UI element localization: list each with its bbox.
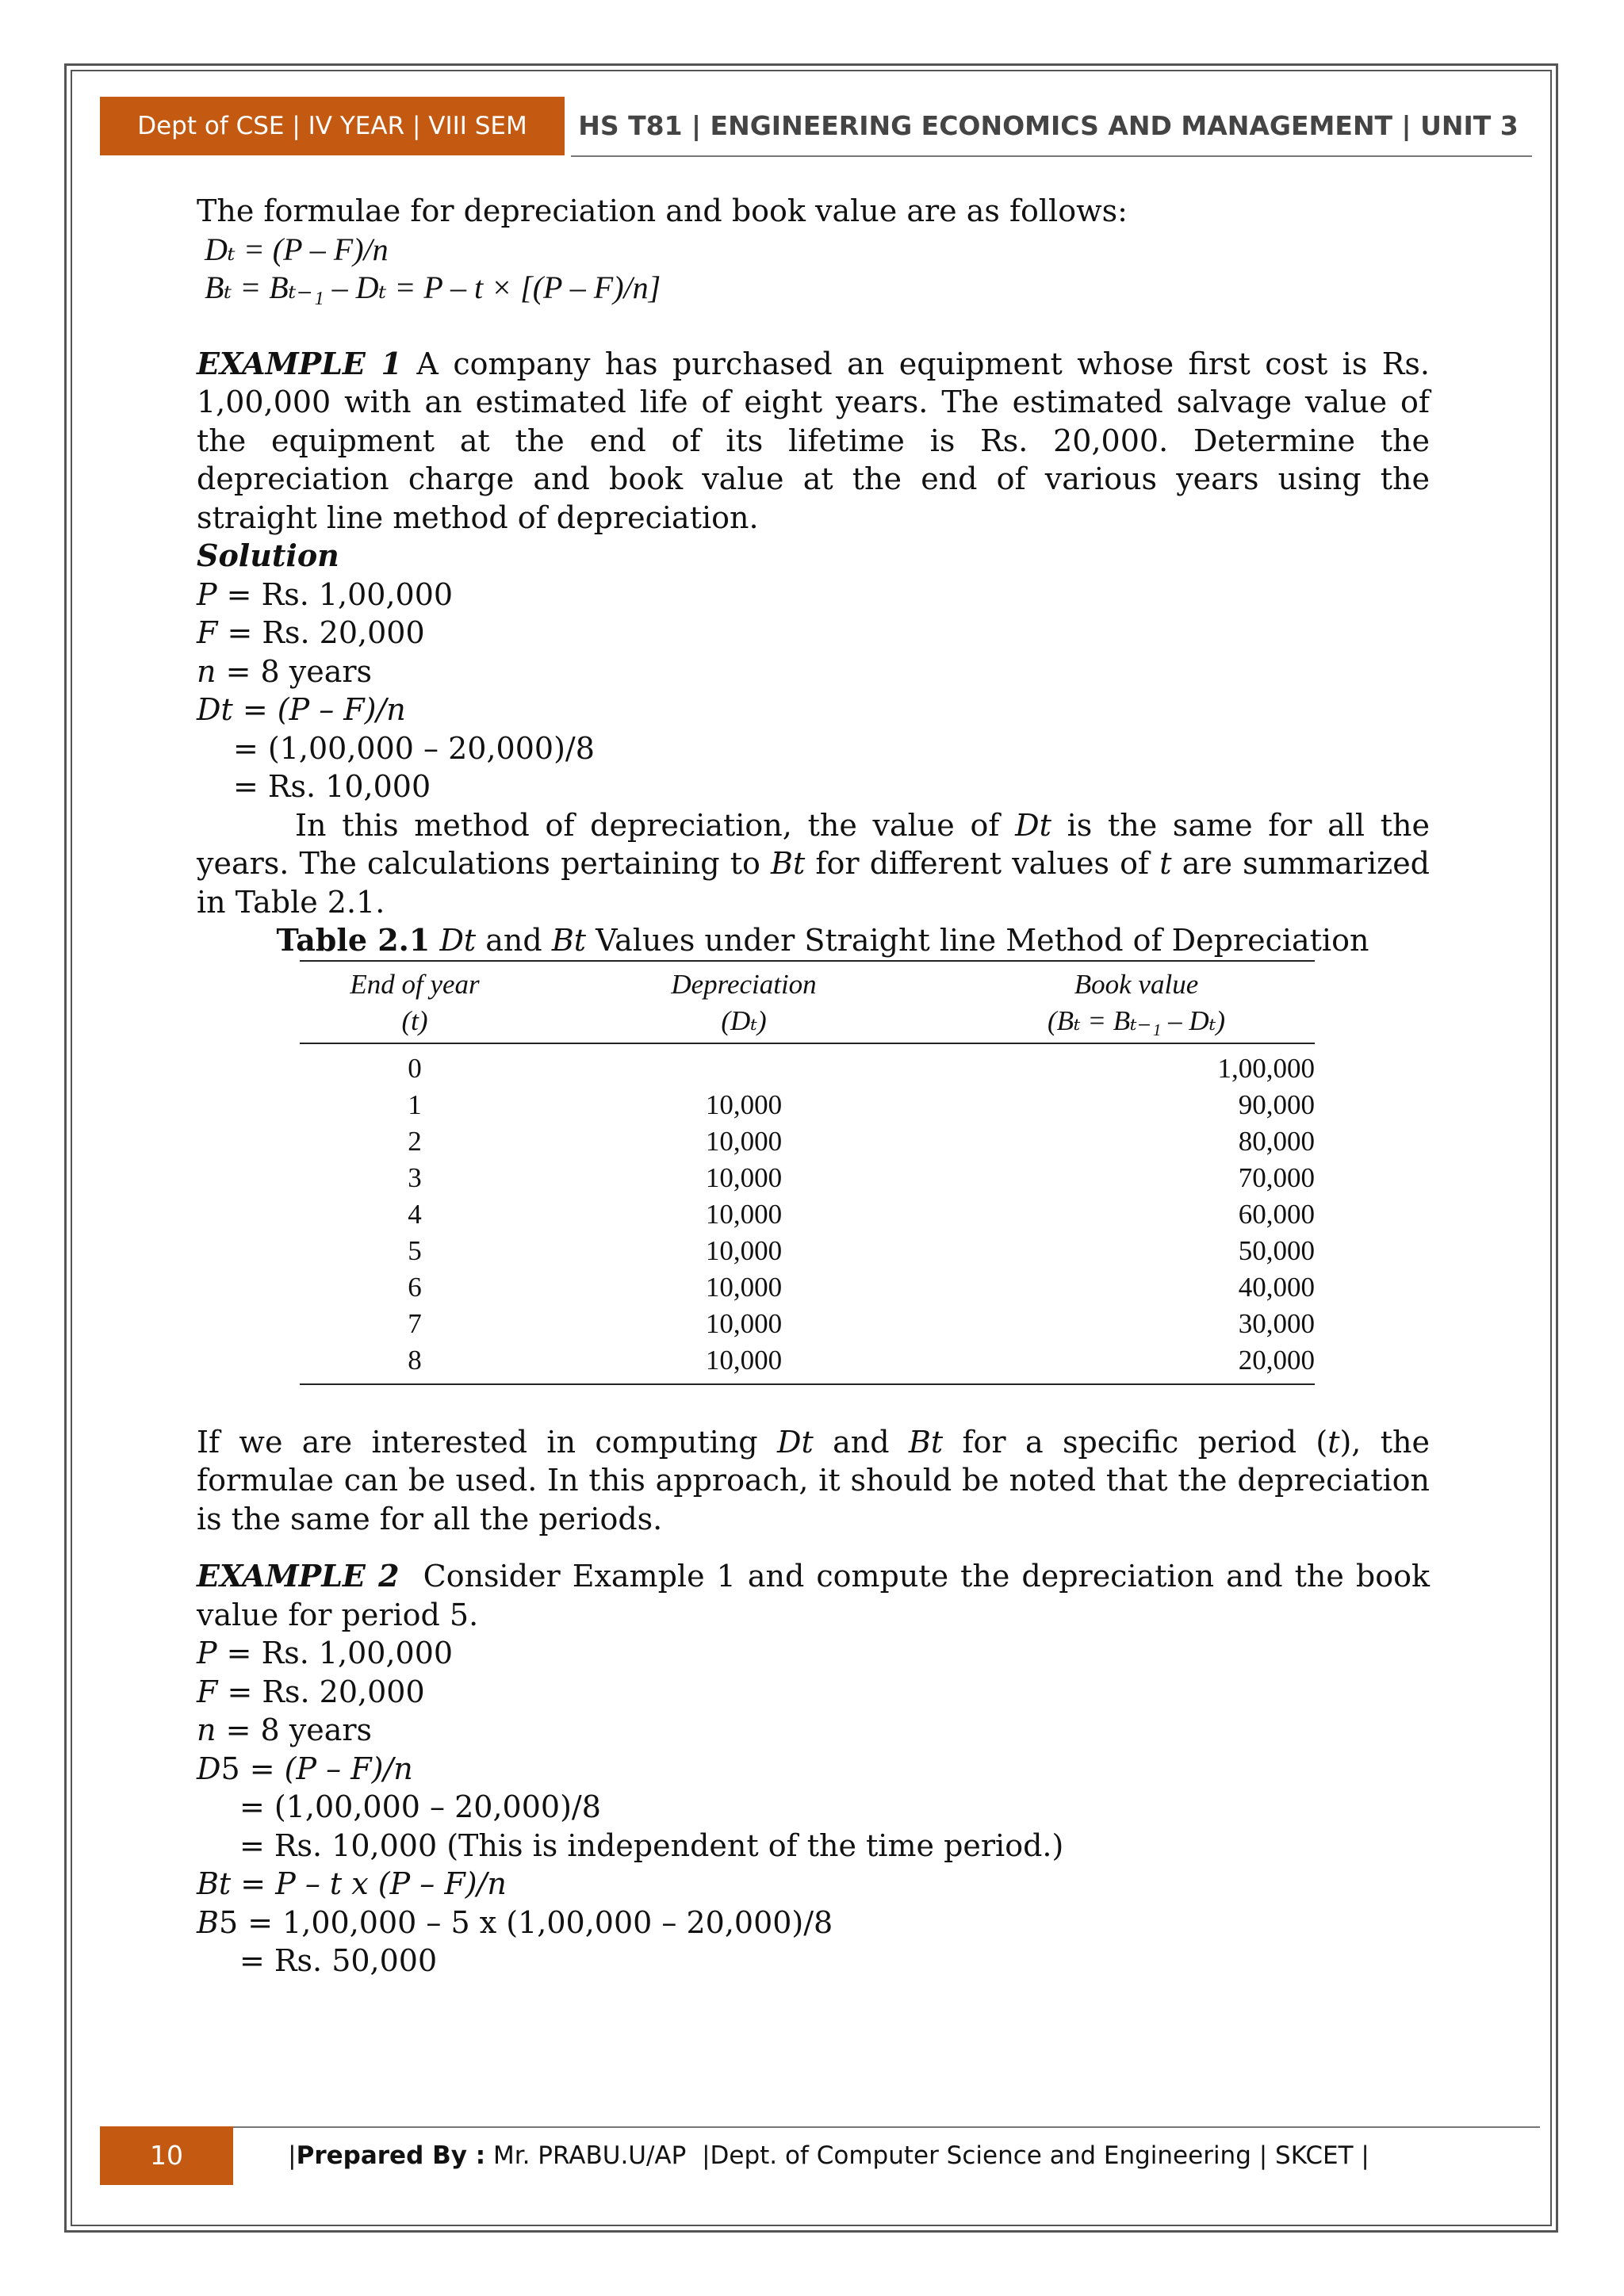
col-header-book-value: Book value (Bₜ = Bₜ₋₁ – Dₜ) bbox=[958, 961, 1315, 1043]
ex1-line-f: F = Rs. 20,000 bbox=[197, 615, 425, 650]
ex1-line-n: n = 8 years bbox=[197, 653, 373, 689]
footer-credits: |Prepared By : Mr. PRABU.U/AP |Dept. of Computer Science and Engineering | SKCET | bbox=[288, 2141, 1369, 2170]
paragraph-specific-period: If we are interested in computing Dt and Bt for a specific period (t), the formulae can be used. In this approach, it should be noted that the depreciation is the same for all the periods. bbox=[197, 1424, 1430, 1536]
ex2-line-bt: Bt = P – t x (P – F)/n bbox=[197, 1866, 507, 1901]
ex2-calc-3: = Rs. 50,000 bbox=[239, 1943, 438, 1978]
table-row: 3 10,000 70,000 bbox=[408, 1161, 1315, 1193]
ex2-line-f: F = Rs. 20,000 bbox=[197, 1674, 425, 1709]
table-row: 1 10,000 90,000 bbox=[408, 1089, 1315, 1120]
page-content bbox=[197, 192, 1430, 1980]
table-row: 8 10,000 20,000 bbox=[300, 1342, 1315, 1384]
col-header-depreciation: Depreciation (Dₜ) bbox=[530, 961, 958, 1043]
depreciation-table bbox=[300, 960, 1315, 1385]
table-row: 2 10,000 80,000 bbox=[408, 1125, 1315, 1157]
example-1-text: A company has purchased an equipment whose first cost is Rs. 1,00,000 with an estimated life of eight years. The estimated salvage value of the equipment at the end of its lifetime is Rs. 20,000. Determine the depreciation charge and book value at the end of various years using the straight line method of depreciation. bbox=[197, 346, 1430, 535]
table-row: 5 10,000 50,000 bbox=[408, 1234, 1315, 1266]
example-2-statement bbox=[197, 1557, 1430, 1634]
ex1-explanation: In this method of depreciation, the value of Dt is the same for all the years. The calculations pertaining to Bt for different values of t are summarized in Table 2.1. bbox=[197, 807, 1431, 920]
table-row: 4 10,000 60,000 bbox=[408, 1198, 1315, 1230]
intro-text: The formulae for depreciation and book value are as follows: bbox=[197, 193, 1128, 228]
ex2-line-p: P = Rs. 1,00,000 bbox=[197, 1636, 454, 1670]
example-2-label: EXAMPLE 2 bbox=[197, 1558, 400, 1594]
col-header-year: End of year (t) bbox=[300, 961, 530, 1043]
table-row: 7 10,000 30,000 bbox=[408, 1307, 1315, 1339]
footer-page-number: 10 bbox=[100, 2126, 233, 2185]
header-rule bbox=[571, 155, 1532, 157]
table-caption: Table 2.1 Dt and Bt Values under Straight line Method of Depreciation bbox=[276, 922, 1369, 958]
ex2-calc-2: = Rs. 10,000 (This is independent of the time period.) bbox=[239, 1827, 1064, 1863]
ex2-line-b5: B5 = 1,00,000 – 5 x (1,00,000 – 20,000)/8 bbox=[197, 1904, 833, 1940]
formula-depreciation: Dₜ = (P – F)/n bbox=[205, 231, 389, 267]
ex2-calc-1: = (1,00,000 – 20,000)/8 bbox=[239, 1789, 601, 1824]
ex1-line-dt: Dt = (P – F)/n bbox=[197, 692, 406, 727]
example-2-text: Consider Example 1 and compute the depreciation and the book value for period 5. bbox=[197, 1559, 1430, 1632]
ex2-line-d5: D5 = (P – F)/n bbox=[197, 1751, 413, 1786]
table-row: 6 10,000 40,000 bbox=[408, 1271, 1315, 1303]
table-header-row bbox=[300, 961, 1315, 1043]
solution-label: Solution bbox=[197, 538, 339, 573]
formula-book-value: Bₜ = Bₜ₋₁ – Dₜ = P – t × [(P – F)/n] bbox=[205, 269, 661, 305]
ex1-calc-2: = Rs. 10,000 bbox=[233, 769, 431, 804]
table-row: 0 1,00,000 bbox=[408, 1052, 1315, 1084]
header-course-title: HS T81 | ENGINEERING ECONOMICS AND MANAGEMENT | UNIT 3 bbox=[578, 110, 1519, 141]
ex1-line-p: P = Rs. 1,00,000 bbox=[197, 576, 454, 612]
ex2-line-n: n = 8 years bbox=[197, 1712, 373, 1747]
example-1-label: EXAMPLE 1 bbox=[197, 345, 402, 381]
header-dept-badge: Dept of CSE | IV YEAR | VIII SEM bbox=[100, 97, 565, 155]
example-1-statement bbox=[197, 345, 1430, 538]
ex1-calc-1: = (1,00,000 – 20,000)/8 bbox=[233, 730, 595, 766]
